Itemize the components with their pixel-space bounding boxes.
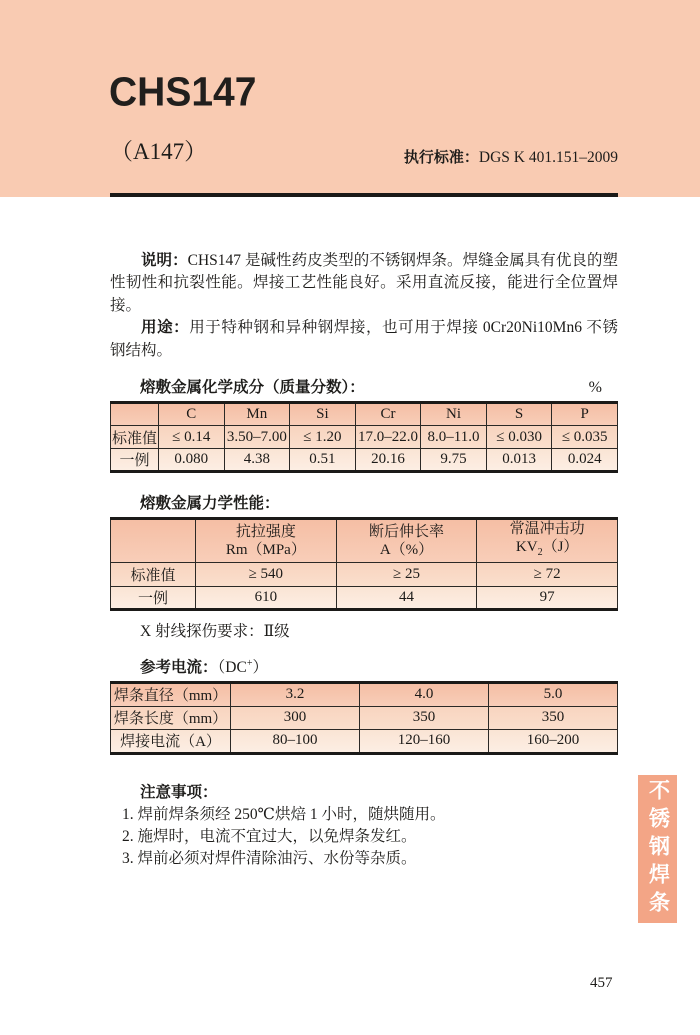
mech-col-line1: 断后伸长率 <box>368 524 444 541</box>
mech-example-row <box>111 587 618 610</box>
note-item: 3. 焊前必须对焊件清除油污、水份等杂质。 <box>122 850 417 868</box>
chem-value: 8.0–11.0 <box>421 426 487 449</box>
row-label: 焊条直径（mm） <box>111 683 231 707</box>
mech-col-header <box>196 519 337 563</box>
chem-value: 17.0–22.0 <box>355 426 421 449</box>
chem-col-header: Si <box>290 403 356 426</box>
chem-value: 0.080 <box>159 449 225 472</box>
chem-composition-table <box>110 401 618 473</box>
mech-header-row <box>111 519 618 563</box>
row-label: 标准值 <box>111 426 159 449</box>
usage-text: 用于特种钢和异种钢焊接，也可用于焊接 0Cr20Ni10Mn6 不锈钢结构。 <box>110 319 618 359</box>
product-model-title: CHS147 <box>109 69 257 116</box>
mech-properties-table <box>110 517 618 611</box>
description-label: 说明： <box>141 252 188 269</box>
chem-value: ≤ 0.030 <box>486 426 552 449</box>
mech-col-line2: $KV_2(J)$ <box>515 539 579 559</box>
current-value: 4.0 <box>360 683 489 707</box>
chem-example-row <box>111 449 618 472</box>
chem-value: ≤ 1.20 <box>290 426 356 449</box>
page-number: 457 <box>590 975 613 991</box>
chem-col-header: C <box>159 403 225 426</box>
chem-value: 3.50–7.00 <box>224 426 290 449</box>
current-value: 120–160 <box>360 730 489 754</box>
mech-section-title: 熔敷金属力学性能： <box>140 495 280 513</box>
note-item: 1. 焊前焊条须经 250℃烘焙 1 小时，随烘随用。 <box>122 805 446 823</box>
chem-col-header: Ni <box>421 403 487 426</box>
usage-paragraph <box>110 317 618 362</box>
chem-col-header: Cr <box>355 403 421 426</box>
mech-value: 610 <box>196 587 337 610</box>
description-paragraph <box>110 250 618 317</box>
current-value: 300 <box>231 706 360 730</box>
reference-current-table <box>110 681 618 755</box>
chem-value: 0.013 <box>486 449 552 472</box>
current-value: 80–100 <box>231 730 360 754</box>
chem-section-title: 熔敷金属化学成分（质量分数）： <box>140 379 365 397</box>
chem-value: ≤ 0.14 <box>159 426 225 449</box>
chem-value: 4.38 <box>224 449 290 472</box>
current-value: 350 <box>489 706 618 730</box>
chem-col-header: S <box>486 403 552 426</box>
chem-col-header: Mn <box>224 403 290 426</box>
category-side-tab <box>638 775 677 923</box>
product-alias: （A147） <box>110 139 208 164</box>
notes-section <box>110 782 618 871</box>
chem-value: ≤ 0.035 <box>552 426 618 449</box>
row-label: 一例 <box>111 587 196 610</box>
xray-requirement-note: X 射线探伤要求：Ⅱ级 <box>140 623 290 641</box>
current-value: 5.0 <box>489 683 618 707</box>
mech-col-header <box>336 519 477 563</box>
mech-section-title-row <box>110 491 618 513</box>
category-tab-label: 不锈钢焊条 <box>646 779 670 919</box>
mech-standard-row <box>111 563 618 587</box>
chem-value: 0.024 <box>552 449 618 472</box>
length-row <box>111 706 618 730</box>
mech-col-header <box>477 519 618 563</box>
notes-title: 注意事项： <box>140 783 218 801</box>
row-label: 焊接电流（A） <box>111 730 231 754</box>
row-label: 一例 <box>111 449 159 472</box>
chem-header-row <box>111 403 618 426</box>
amperage-row <box>111 730 618 754</box>
mech-value: ≥ 25 <box>336 563 477 587</box>
current-section-title <box>110 655 618 677</box>
mech-value: ≥ 540 <box>196 563 337 587</box>
chem-section-title-row <box>110 375 618 397</box>
mech-col-line2: Rm（MPa） <box>225 542 306 559</box>
diameter-row <box>111 683 618 707</box>
standard-label: 执行标准： <box>403 149 479 166</box>
row-label: 标准值 <box>111 563 196 587</box>
mech-col-line1: 常温冲击功 <box>509 521 585 538</box>
current-value: 350 <box>360 706 489 730</box>
chem-unit-label: % <box>588 379 602 397</box>
current-value: 160–200 <box>489 730 618 754</box>
standard-line <box>110 146 618 167</box>
chem-value: 0.51 <box>290 449 356 472</box>
standard-value: DGS K 401.151–2009 <box>478 149 618 166</box>
mech-corner-cell <box>111 519 196 563</box>
description-text: CHS147 是碱性药皮类型的不锈钢焊条。焊缝金属具有优良的塑性韧性和抗裂性能。焊接工艺性能良好。采用直流反接，能进行全位置焊接。 <box>110 252 618 314</box>
current-title-dc: （DC+） <box>217 657 268 677</box>
chem-col-header: P <box>552 403 618 426</box>
chem-value: 9.75 <box>421 449 487 472</box>
mech-col-line1: 抗拉强度 <box>235 524 296 541</box>
mech-value: 97 <box>477 587 618 610</box>
mech-value: ≥ 72 <box>477 563 618 587</box>
page-body <box>110 197 618 870</box>
current-value: 3.2 <box>231 683 360 707</box>
row-label: 焊条长度（mm） <box>111 706 231 730</box>
usage-label: 用途： <box>141 319 190 337</box>
chem-corner-cell <box>111 403 159 426</box>
chem-standard-row <box>111 426 618 449</box>
page-header <box>0 0 700 197</box>
mech-col-line2: A（%） <box>379 542 434 559</box>
note-item: 2. 施焊时，电流不宜过大，以免焊条发红。 <box>122 827 417 845</box>
chem-value: 20.16 <box>355 449 421 472</box>
mech-value: 44 <box>336 587 477 610</box>
current-title-label: 参考电流： <box>140 659 218 677</box>
